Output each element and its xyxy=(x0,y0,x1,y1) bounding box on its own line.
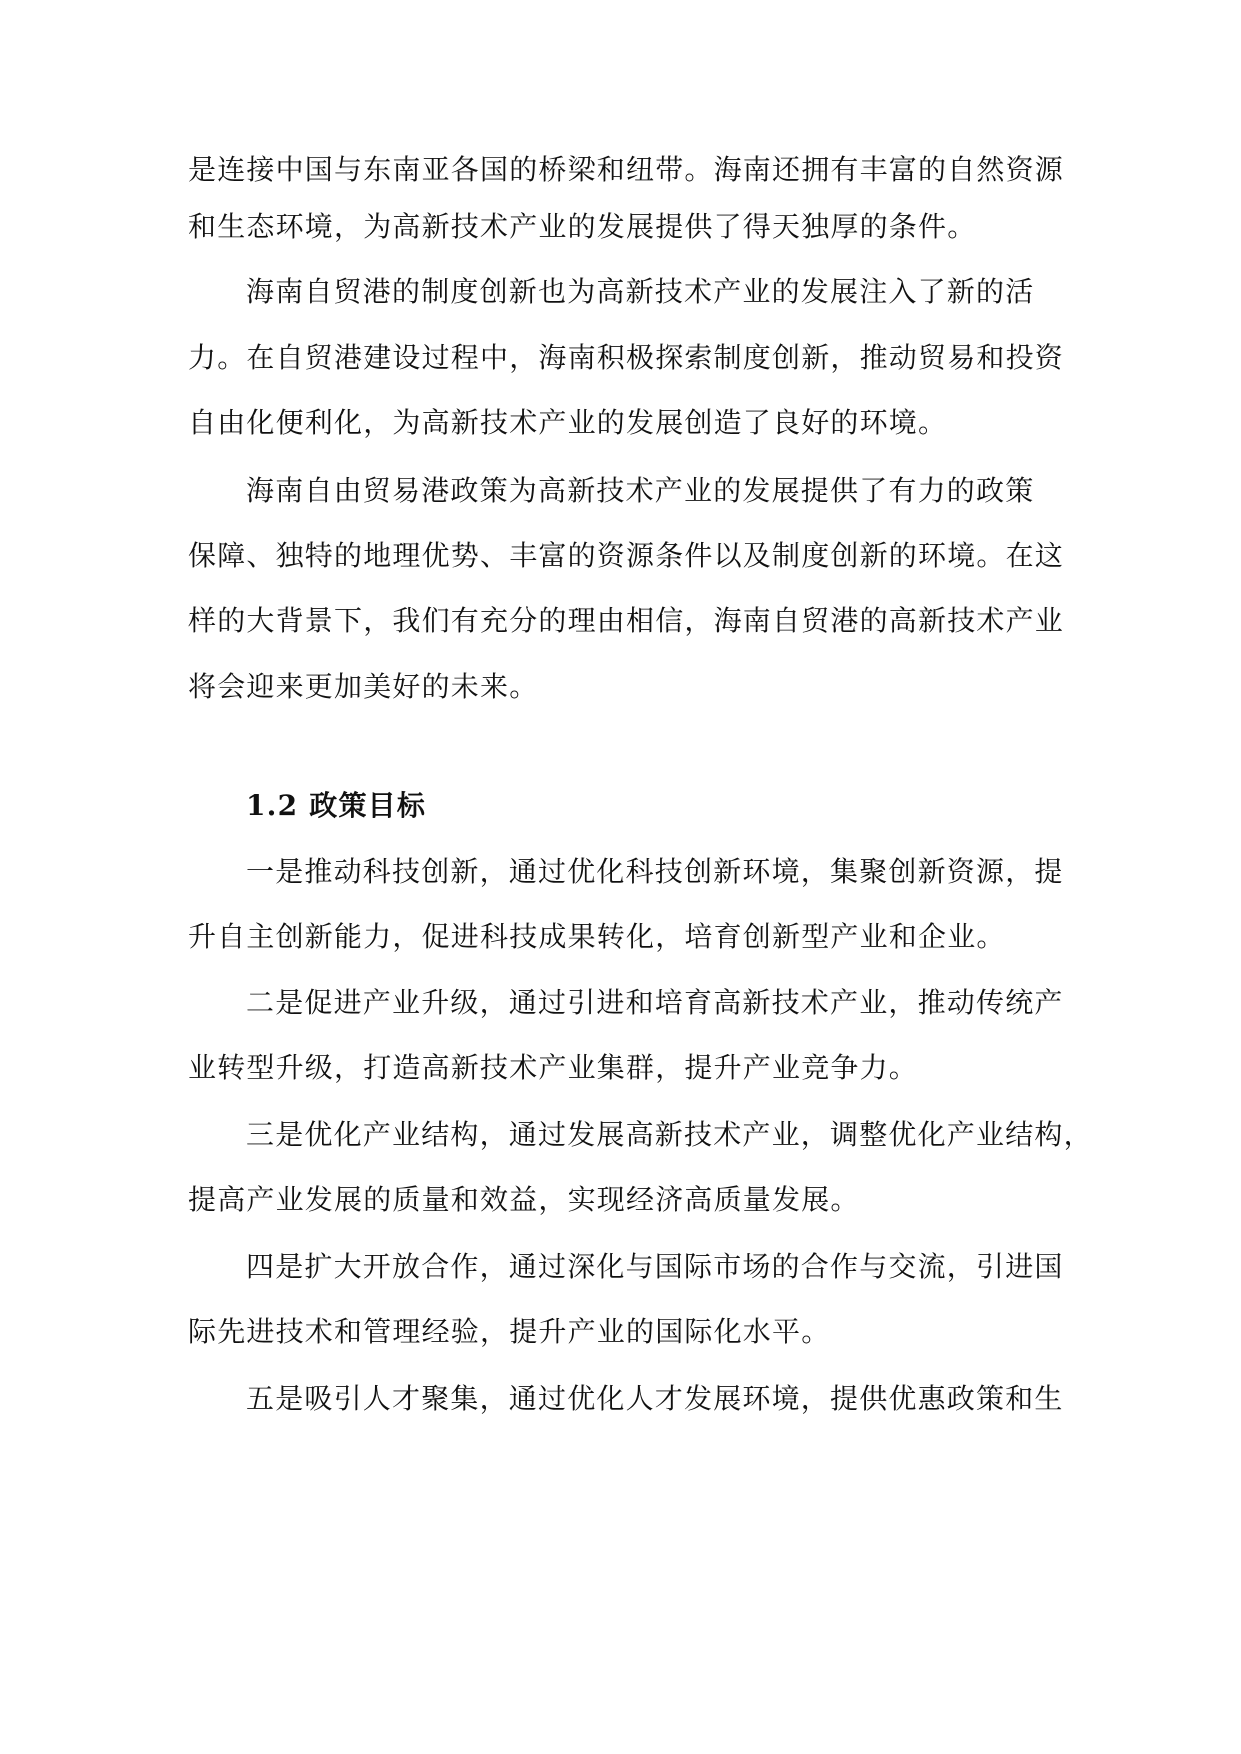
paragraph-line: 样的大背景下，我们有充分的理由相信，海南自贸港的高新技术产业 xyxy=(188,604,1065,637)
paragraph-line: 将会迎来更加美好的未来。 xyxy=(188,670,539,703)
paragraph-line: 是连接中国与东南亚各国的桥梁和纽带。海南还拥有丰富的自然资源 xyxy=(188,153,1065,186)
paragraph-line: 自由化便利化，为高新技术产业的发展创造了良好的环境。 xyxy=(188,406,948,439)
paragraph-line: 海南自由贸易港政策为高新技术产业的发展提供了有力的政策 xyxy=(246,474,1035,507)
paragraph-line: 际先进技术和管理经验，提升产业的国际化水平。 xyxy=(188,1315,831,1348)
paragraph-line: 提高产业发展的质量和效益，实现经济高质量发展。 xyxy=(188,1183,860,1216)
paragraph-line: 和生态环境，为高新技术产业的发展提供了得天独厚的条件。 xyxy=(188,210,977,243)
paragraph-line: 四是扩大开放合作，通过深化与国际市场的合作与交流，引进国 xyxy=(246,1250,1064,1283)
paragraph-line: 三是优化产业结构，通过发展高新技术产业，调整优化产业结构， xyxy=(246,1118,1093,1151)
paragraph-line: 五是吸引人才聚集，通过优化人才发展环境，提供优惠政策和生 xyxy=(246,1382,1064,1415)
paragraph-line: 二是促进产业升级，通过引进和培育高新技术产业，推动传统产 xyxy=(246,986,1064,1019)
paragraph-line: 业转型升级，打造高新技术产业集群，提升产业竞争力。 xyxy=(188,1051,919,1084)
section-heading: 1.2 政策目标 xyxy=(246,789,427,822)
paragraph-line: 海南自贸港的制度创新也为高新技术产业的发展注入了新的活 xyxy=(246,275,1035,308)
paragraph-line: 一是推动科技创新，通过优化科技创新环境，集聚创新资源，提 xyxy=(246,855,1064,888)
paragraph-line: 力。在自贸港建设过程中，海南积极探索制度创新，推动贸易和投资 xyxy=(188,341,1065,374)
paragraph-line: 保障、独特的地理优势、丰富的资源条件以及制度创新的环境。在这 xyxy=(188,539,1065,572)
paragraph-line: 升自主创新能力，促进科技成果转化，培育创新型产业和企业。 xyxy=(188,920,1006,953)
